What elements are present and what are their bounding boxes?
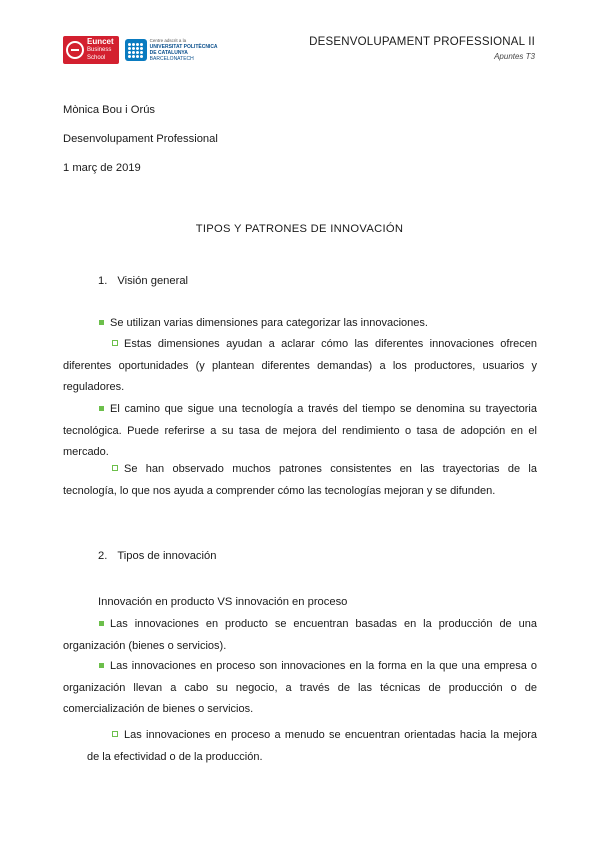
square-bullet-icon xyxy=(99,406,104,411)
list-item-text: Estas dimensiones ayudan a aclarar cómo las diferentes innovaciones ofrecen diferentes oportunidades (y plantean diferentes demandas) a los productores, usuarios y reguladores. xyxy=(63,338,537,394)
section-2-title: Tipos de innovación xyxy=(117,550,217,562)
document-date: 1 març de 2019 xyxy=(63,162,141,174)
upc-logo-line3: DE CATALUNYA xyxy=(149,50,188,56)
list-item-text: El camino que sigue una tecnología a través del tiempo se denomina su trayectoria tecnológica. Puede referirse a su tasa de mejora del rendimiento o tasa de adopción en el mercado. xyxy=(63,403,537,459)
list-item-text: Las innovaciones en proceso a menudo se encuentran orientadas hacia la mejora de la efectividad o de la producción. xyxy=(87,729,537,763)
header-title: DESENVOLUPAMENT PROFESSIONAL II xyxy=(309,36,535,48)
upc-emblem-icon xyxy=(125,39,147,61)
euncet-logo-name: Euncet xyxy=(87,37,114,46)
list-item xyxy=(63,656,537,721)
author-name: Mònica Bou i Orús xyxy=(63,104,156,116)
square-bullet-icon xyxy=(99,663,104,668)
list-item xyxy=(63,399,537,464)
square-bullet-icon xyxy=(99,621,104,626)
upc-logo-line2: UNIVERSITAT POLITÈCNICA xyxy=(149,44,218,50)
hollow-square-bullet-icon xyxy=(112,465,118,471)
upc-logo-line4: BARCELONATECH xyxy=(149,56,194,62)
list-item-text: Se utilizan varias dimensiones para categorizar las innovaciones. xyxy=(110,317,428,329)
section-2-subheading: Innovación en producto VS innovación en proceso xyxy=(98,596,348,608)
euncet-logo-line2: Business xyxy=(87,47,112,53)
list-item-text: Se han observado muchos patrones consistentes en las trayectorias de la tecnología, lo que nos ayuda a comprender cómo las tecnologías mejoran y se difunden. xyxy=(63,463,537,497)
list-item-text: Las innovaciones en proceso son innovaciones en la forma en la que una empresa o organización llevan a cabo su negocio, a través de las técnicas de producción o de comercialización de bienes o servicios. xyxy=(63,660,537,716)
list-item xyxy=(87,725,537,768)
list-item xyxy=(63,334,537,399)
list-item-text: Las innovaciones en producto se encuentran basadas en la producción de una organización (bienes o servicios). xyxy=(63,618,537,652)
section-1-number: 1. xyxy=(98,275,108,287)
upc-logo xyxy=(125,38,218,62)
document-title: TIPOS Y PATRONES DE INNOVACIÓN xyxy=(195,223,404,235)
upc-logo-line1: Centre adscrit a la xyxy=(149,38,187,43)
course-name: Desenvolupament Professional xyxy=(63,133,218,145)
list-item xyxy=(63,614,537,657)
square-bullet-icon xyxy=(99,320,104,325)
hollow-square-bullet-icon xyxy=(112,731,118,737)
header-logos xyxy=(63,35,218,65)
euncet-logo-line3: School xyxy=(87,55,106,61)
section-1-title: Visión general xyxy=(117,275,189,287)
header-subtitle: Apuntes T3 xyxy=(494,52,535,61)
list-item xyxy=(63,459,537,502)
list-item xyxy=(63,313,537,335)
section-2-number: 2. xyxy=(98,550,108,562)
section-1-heading xyxy=(98,275,188,287)
hollow-square-bullet-icon xyxy=(112,340,118,346)
section-2-heading xyxy=(98,550,216,562)
euncet-emblem-icon xyxy=(66,41,84,59)
euncet-logo xyxy=(63,36,119,64)
